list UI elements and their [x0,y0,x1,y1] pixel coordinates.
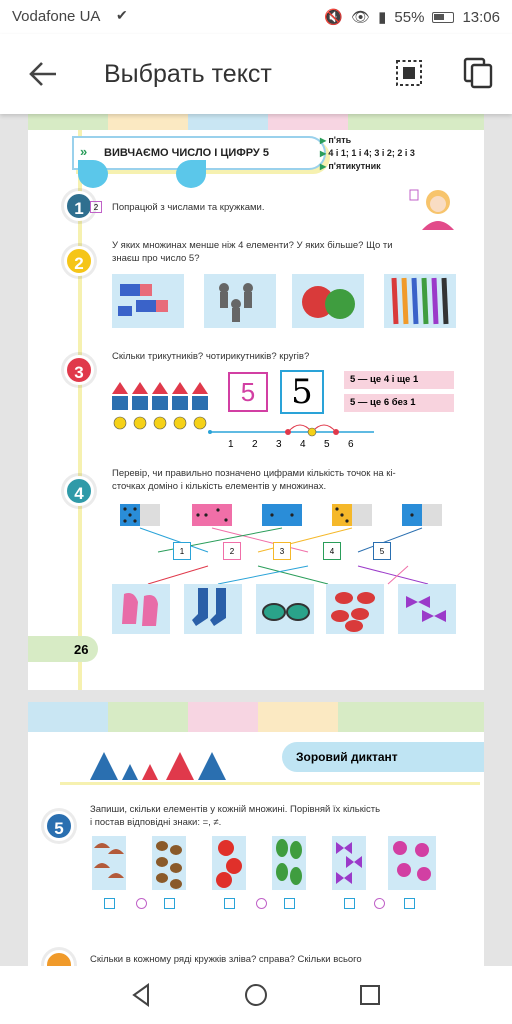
pencils-picture [384,274,456,328]
count-label: 2 [223,542,241,560]
chevrons-icon: » [80,144,88,159]
dice-icon: 2 [90,201,102,213]
signal-icon: ▮ [378,9,387,26]
topic-title: ВИВЧАЄМО ЧИСЛО І ЦИФРУ 5 [104,147,269,159]
answer-circle[interactable] [374,898,385,909]
page-26 [28,114,484,690]
task-text: і постав відповідні знаки: =, ≠. [90,817,222,828]
page-27 [28,702,484,966]
task-number: 3 [64,355,94,385]
home-nav-icon[interactable] [242,981,270,1009]
selection-handle-left[interactable] [78,160,108,188]
shapes-picture [110,380,222,436]
select-all-icon[interactable] [394,58,424,88]
bows-picture [398,584,456,634]
dictation-title: Зоровий диктант [296,750,398,764]
battery-percent: 55% [394,8,425,26]
document-viewer[interactable] [0,114,512,966]
mute-icon: 🔇 [324,9,344,26]
answer-square[interactable] [104,898,115,909]
mittens-picture [112,584,170,634]
mushrooms-picture [92,836,126,890]
task-text: сточках доміно і кількість елементів у множинах. [112,481,327,492]
task-number: 4 [64,476,94,506]
glasses-picture [256,584,314,634]
clock: 13:06 [462,8,500,26]
task-text: Запиши, скільки елементів у кожній множині. Порівняй їх кількість [90,804,381,815]
task-text: Перевір, чи правильно позначено цифрами кількість точок на кі- [112,468,396,479]
answer-square[interactable] [344,898,355,909]
chess-pieces-picture [204,274,276,328]
task-number [44,950,74,966]
task-number: 2 [64,246,94,276]
peppers-picture [272,836,306,890]
triangles-picture [88,748,228,782]
domino-tile [120,504,160,528]
copy-icon[interactable] [462,56,494,90]
flowers-picture [388,836,436,890]
task-text: Попрацюй з числами та кружками. [112,202,265,213]
domino-tile [332,504,372,528]
task-number: 5 [44,811,74,841]
back-nav-icon[interactable] [128,981,156,1009]
number-line-ticks: 1 2 3 4 5 6 [228,439,354,450]
task-text: У яких множинах менше ніж 4 елементи? У яких більше? Що ти [112,240,393,251]
app-title: Выбрать текст [104,60,272,88]
girl-illustration [408,184,458,230]
battery-icon [432,12,454,23]
yarn-balls-picture [292,274,364,328]
navigation-bar [0,966,512,1024]
page-number: 26 [74,642,89,657]
back-arrow-icon[interactable] [28,60,58,88]
carrier-label: Vodafone UA [12,8,101,25]
erasers-picture [112,274,184,328]
task-text: Скільки трикутників? чотирикутників? кругів? [112,351,310,362]
recents-nav-icon[interactable] [356,981,384,1009]
domino-tile [402,504,442,528]
leaves-picture [152,836,186,890]
answer-square[interactable] [224,898,235,909]
domino-tile [192,504,232,528]
answer-circle[interactable] [136,898,147,909]
task-text: знаєш про число 5? [112,253,200,264]
answer-circle[interactable] [256,898,267,909]
vocab-list: ▶ п'ять ▶ 4 і 1; 1 і 4; 3 і 2; 2 і 3 ▶ п'ятикутник [320,134,415,173]
app-bar [0,34,512,114]
count-label: 5 [373,542,391,560]
task-number: 1 [64,191,94,221]
count-label: 1 [173,542,191,560]
answer-square[interactable] [404,898,415,909]
task-text: Скільки в кожному ряді кружків зліва? справа? Скільки всього [90,954,362,965]
status-bar [0,0,512,34]
count-label: 4 [323,542,341,560]
equation: 5 — це 4 і ще 1 [344,371,454,389]
domino-tile [262,504,302,528]
tomatoes-picture [212,836,246,890]
butterflies-picture [332,836,366,890]
answer-square[interactable] [284,898,295,909]
count-label: 3 [273,542,291,560]
selection-handle-right[interactable] [176,160,206,188]
digit-card-handwritten: 5 [280,370,324,414]
equation: 5 — це 6 без 1 [344,394,454,412]
eye-icon: 👁 [351,9,371,26]
buttons-picture [326,584,384,634]
digit-card: 5 [228,372,268,412]
socks-picture [184,584,242,634]
answer-square[interactable] [164,898,175,909]
download-check-icon: ✔ [116,7,128,23]
